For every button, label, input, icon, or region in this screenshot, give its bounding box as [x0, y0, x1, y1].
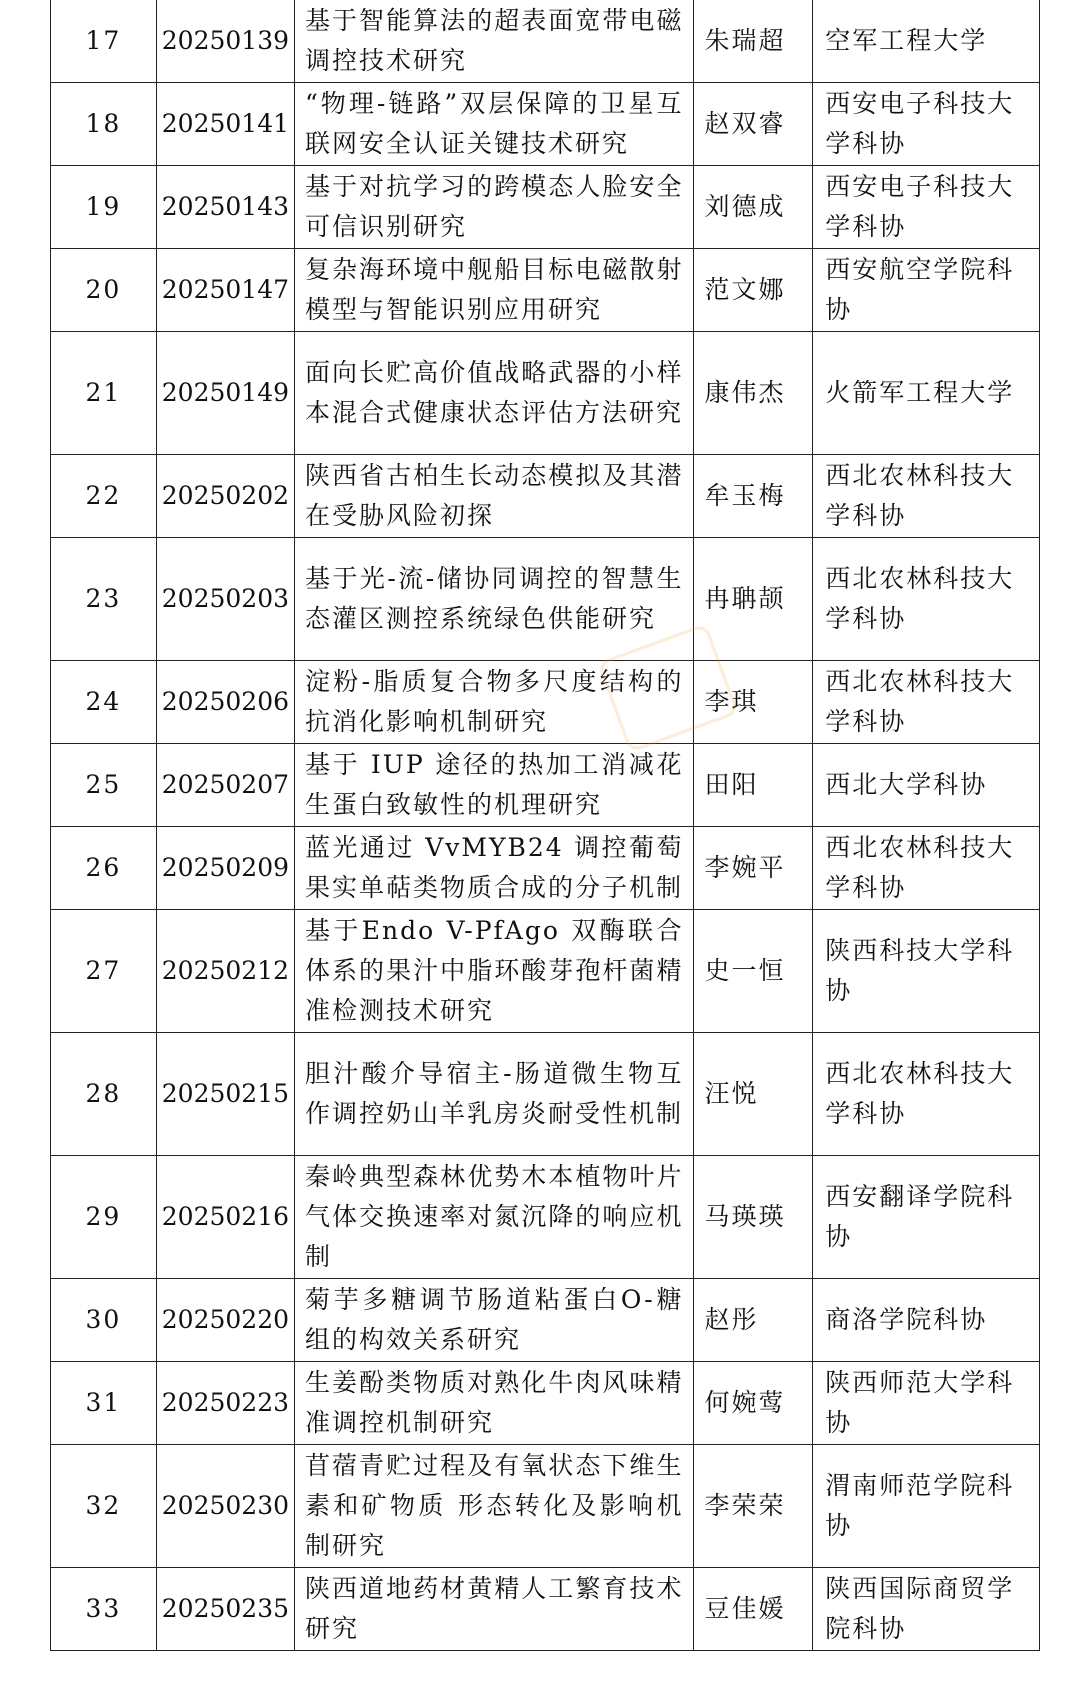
organization: 西北农林科技大学科协 [813, 538, 1040, 661]
project-code: 20250212 [156, 910, 294, 1033]
table-row [51, 1033, 1040, 1156]
project-leader: 康伟杰 [694, 332, 813, 455]
project-leader: 史一恒 [694, 910, 813, 1033]
project-code: 20250207 [156, 744, 294, 827]
row-number: 30 [51, 1279, 157, 1362]
row-number: 24 [51, 661, 157, 744]
organization: 西北农林科技大学科协 [813, 455, 1040, 538]
table-row [51, 83, 1040, 166]
project-table [50, 0, 1040, 1651]
table-row [51, 0, 1040, 83]
row-number: 22 [51, 455, 157, 538]
project-list [50, 0, 1040, 1651]
project-leader: 何婉莺 [694, 1362, 813, 1445]
row-number: 20 [51, 249, 157, 332]
project-code: 20250147 [156, 249, 294, 332]
project-title: 基于 IUP 途径的热加工消减花生蛋白致敏性的机理研究 [294, 744, 693, 827]
project-leader: 李婉平 [694, 827, 813, 910]
organization: 渭南师范学院科协 [813, 1445, 1040, 1568]
organization: 西北农林科技大学科协 [813, 661, 1040, 744]
organization: 西安电子科技大学科协 [813, 166, 1040, 249]
project-title: 复杂海环境中舰船目标电磁散射模型与智能识别应用研究 [294, 249, 693, 332]
table-row [51, 1568, 1040, 1651]
table-row [51, 455, 1040, 538]
project-title: 陕西道地药材黄精人工繁育技术研究 [294, 1568, 693, 1651]
project-title: “物理-链路”双层保障的卫星互联网安全认证关键技术研究 [294, 83, 693, 166]
project-leader: 朱瑞超 [694, 0, 813, 83]
row-number: 26 [51, 827, 157, 910]
table-row [51, 827, 1040, 910]
project-leader: 牟玉梅 [694, 455, 813, 538]
row-number: 17 [51, 0, 157, 83]
row-number: 28 [51, 1033, 157, 1156]
row-number: 19 [51, 166, 157, 249]
table-row [51, 1445, 1040, 1568]
organization: 陕西国际商贸学院科协 [813, 1568, 1040, 1651]
project-code: 20250215 [156, 1033, 294, 1156]
project-leader: 马瑛瑛 [694, 1156, 813, 1279]
row-number: 32 [51, 1445, 157, 1568]
table-row [51, 744, 1040, 827]
row-number: 29 [51, 1156, 157, 1279]
table-row [51, 1362, 1040, 1445]
organization: 西北农林科技大学科协 [813, 1033, 1040, 1156]
project-title: 淀粉-脂质复合物多尺度结构的抗消化影响机制研究 [294, 661, 693, 744]
organization: 西北大学科协 [813, 744, 1040, 827]
row-number: 23 [51, 538, 157, 661]
project-title: 胆汁酸介导宿主-肠道微生物互作调控奶山羊乳房炎耐受性机制 [294, 1033, 693, 1156]
project-leader: 赵彤 [694, 1279, 813, 1362]
project-code: 20250230 [156, 1445, 294, 1568]
row-number: 18 [51, 83, 157, 166]
project-code: 20250235 [156, 1568, 294, 1651]
organization: 西北农林科技大学科协 [813, 827, 1040, 910]
project-leader: 李琪 [694, 661, 813, 744]
project-leader: 田阳 [694, 744, 813, 827]
table-row [51, 332, 1040, 455]
project-code: 20250220 [156, 1279, 294, 1362]
project-leader: 冉聃颉 [694, 538, 813, 661]
organization: 陕西科技大学科协 [813, 910, 1040, 1033]
project-code: 20250203 [156, 538, 294, 661]
project-code: 20250143 [156, 166, 294, 249]
organization: 西安电子科技大学科协 [813, 83, 1040, 166]
project-code: 20250216 [156, 1156, 294, 1279]
project-title: 基于智能算法的超表面宽带电磁调控技术研究 [294, 0, 693, 83]
row-number: 21 [51, 332, 157, 455]
project-code: 20250202 [156, 455, 294, 538]
project-title: 秦岭典型森林优势木本植物叶片气体交换速率对氮沉降的响应机制 [294, 1156, 693, 1279]
organization: 火箭军工程大学 [813, 332, 1040, 455]
project-title: 苜蓿青贮过程及有氧状态下维生素和矿物质 形态转化及影响机制研究 [294, 1445, 693, 1568]
project-title: 基于Endo V-PfAgo 双酶联合体系的果汁中脂环酸芽孢杆菌精准检测技术研究 [294, 910, 693, 1033]
table-row [51, 249, 1040, 332]
table-row [51, 1279, 1040, 1362]
project-title: 蓝光通过 VvMYB24 调控葡萄果实单萜类物质合成的分子机制 [294, 827, 693, 910]
organization: 西安翻译学院科协 [813, 1156, 1040, 1279]
organization: 空军工程大学 [813, 0, 1040, 83]
project-title: 基于对抗学习的跨模态人脸安全可信识别研究 [294, 166, 693, 249]
project-title: 面向长贮高价值战略武器的小样本混合式健康状态评估方法研究 [294, 332, 693, 455]
project-code: 20250223 [156, 1362, 294, 1445]
project-title: 生姜酚类物质对熟化牛肉风味精准调控机制研究 [294, 1362, 693, 1445]
organization: 陕西师范大学科协 [813, 1362, 1040, 1445]
project-code: 20250209 [156, 827, 294, 910]
project-code: 20250141 [156, 83, 294, 166]
row-number: 25 [51, 744, 157, 827]
project-code: 20250139 [156, 0, 294, 83]
project-leader: 刘德成 [694, 166, 813, 249]
organization: 西安航空学院科协 [813, 249, 1040, 332]
project-leader: 豆佳媛 [694, 1568, 813, 1651]
project-leader: 李荣荣 [694, 1445, 813, 1568]
row-number: 31 [51, 1362, 157, 1445]
table-row [51, 910, 1040, 1033]
project-title: 菊芋多糖调节肠道粘蛋白O-糖组的构效关系研究 [294, 1279, 693, 1362]
project-title: 陕西省古柏生长动态模拟及其潜在受胁风险初探 [294, 455, 693, 538]
project-leader: 赵双睿 [694, 83, 813, 166]
table-row [51, 661, 1040, 744]
project-title: 基于光-流-储协同调控的智慧生态灌区测控系统绿色供能研究 [294, 538, 693, 661]
project-code: 20250206 [156, 661, 294, 744]
table-row [51, 1156, 1040, 1279]
row-number: 33 [51, 1568, 157, 1651]
table-row [51, 166, 1040, 249]
row-number: 27 [51, 910, 157, 1033]
project-code: 20250149 [156, 332, 294, 455]
project-leader: 汪悦 [694, 1033, 813, 1156]
organization: 商洛学院科协 [813, 1279, 1040, 1362]
table-row [51, 538, 1040, 661]
project-leader: 范文娜 [694, 249, 813, 332]
